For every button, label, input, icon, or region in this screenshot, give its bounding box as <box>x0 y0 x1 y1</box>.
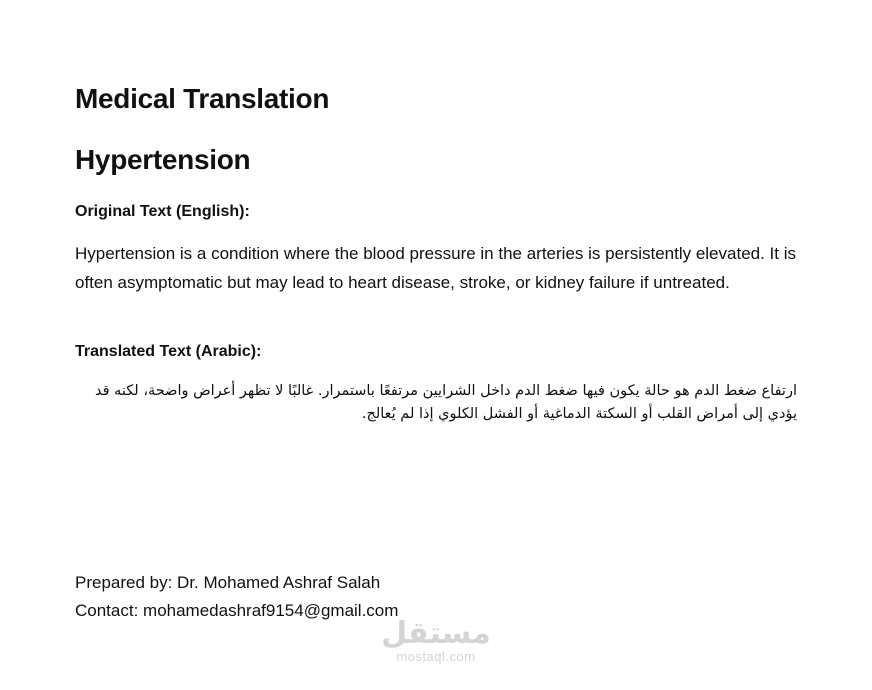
original-text-paragraph: Hypertension is a condition where the blood pressure in the arteries is persistently elevated. It is often asymptomatic but may lead to heart disease, stroke, or kidney failure if untreated. <box>75 244 796 292</box>
mostaql-watermark <box>380 618 492 664</box>
document-title: Medical Translation <box>75 83 330 114</box>
watermark-logo: مستقل <box>381 616 491 651</box>
prepared-by: Prepared by: Dr. Mohamed Ashraf Salah <box>75 573 381 592</box>
watermark-domain: mostaql.com <box>396 649 476 664</box>
document-subtitle: Hypertension <box>75 144 251 175</box>
translated-text-paragraph: ارتفاع ضغط الدم هو حالة يكون فيها ضغط الدم داخل الشرايين مرتفعًا باستمرار. غالبًا لا تظهر أعراض واضحة، لكنه قد يؤدي إلى أمراض القلب أو السكتة الدماغية أو الفشل الكلوي إذا لم يُعالج. <box>94 383 797 422</box>
original-text-label: Original Text (English): <box>75 203 250 220</box>
contact-info: Contact: mohamedashraf9154@gmail.com <box>75 601 399 620</box>
translated-text-label: Translated Text (Arabic): <box>75 343 262 360</box>
